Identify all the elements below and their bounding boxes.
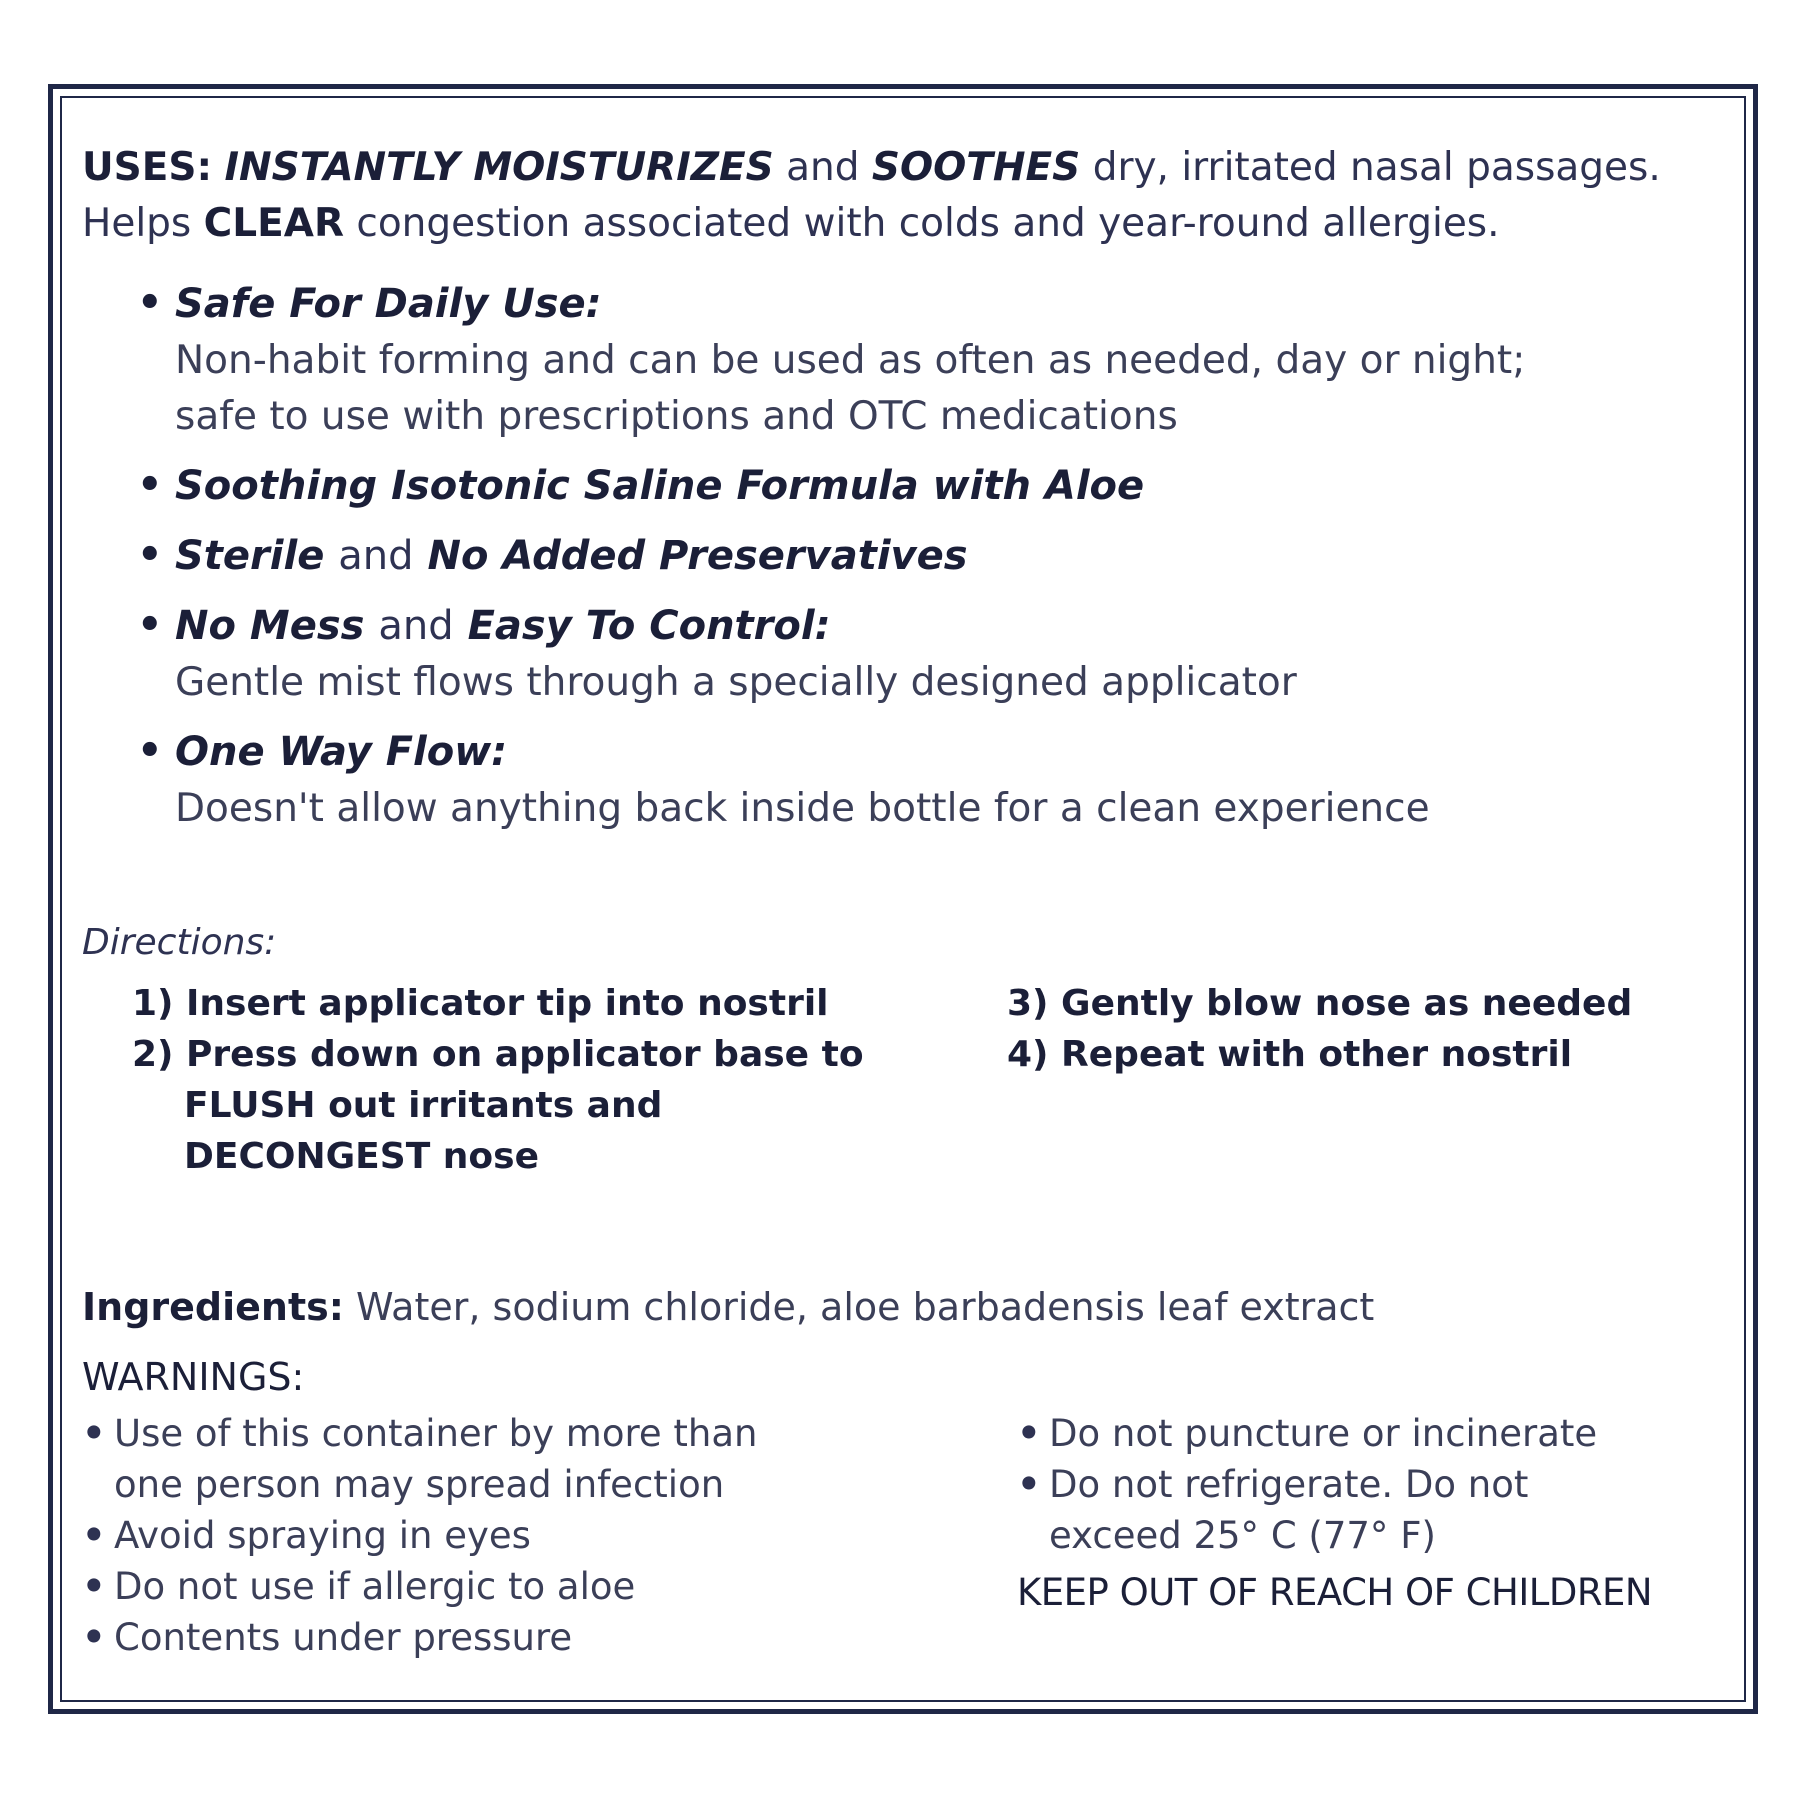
ingredients-label: Ingredients: — [82, 1285, 344, 1329]
warning-item — [1017, 1408, 1732, 1459]
uses-label: USES: — [82, 145, 213, 190]
uses-clear: CLEAR — [203, 201, 344, 246]
features-list — [137, 275, 1707, 849]
feature-item — [137, 527, 1707, 585]
directions-column-right — [1007, 978, 1707, 1080]
bullet: • — [137, 602, 163, 648]
bullet: • — [1017, 1463, 1041, 1506]
directions-title: Directions: — [82, 922, 277, 963]
feature-desc: safe to use with prescriptions and OTC medications — [175, 394, 1178, 439]
direction-step: 3) Gently blow nose as needed — [1007, 983, 1633, 1024]
feature-desc: Doesn't allow anything back inside bottle for a clean experience — [175, 786, 1430, 831]
uses-text-2: congestion associated with colds and year-round allergies. — [356, 201, 1500, 246]
warning-text: Do not refrigerate. Do not — [1049, 1463, 1529, 1506]
feature-title — [175, 527, 1707, 585]
warning-text: Do not use if allergic to aloe — [114, 1565, 636, 1608]
uses-and: and — [786, 145, 860, 190]
feature-item — [137, 597, 1707, 711]
warning-text: Use of this container by more than — [114, 1412, 758, 1455]
warnings-column-right — [1017, 1408, 1732, 1619]
uses-moisturizes: INSTANTLY MOISTURIZES — [224, 145, 774, 190]
keep-out-notice: KEEP OUT OF REACH OF CHILDREN — [1017, 1571, 1653, 1614]
uses-section — [82, 140, 1732, 252]
bullet: • — [82, 1412, 106, 1455]
feature-title-a: No Mess — [175, 603, 365, 649]
bullet: • — [137, 280, 163, 326]
direction-step-cont: FLUSH out irritants and — [184, 1085, 663, 1126]
direction-step-text: 2) Press down on applicator base to — [132, 1034, 864, 1075]
bullet: • — [1017, 1412, 1041, 1455]
uses-helps: Helps — [82, 201, 192, 246]
directions-column-left — [132, 978, 972, 1182]
bullet: • — [82, 1514, 106, 1557]
warnings-section — [82, 1350, 1732, 1659]
feature-title-b: No Added Preservatives — [427, 533, 968, 579]
warning-item — [82, 1561, 912, 1612]
warning-item — [82, 1612, 912, 1663]
bullet: • — [137, 728, 163, 774]
warning-text: Contents under pressure — [114, 1616, 573, 1659]
warning-text: exceed 25° C (77° F) — [1049, 1514, 1436, 1557]
label-panel — [82, 120, 1732, 1680]
feature-title: Soothing Isotonic Saline Formula with Aloe — [175, 463, 1145, 509]
directions-section — [82, 918, 1732, 1177]
ingredients-text: Water, sodium chloride, aloe barbadensis leaf extract — [356, 1285, 1375, 1329]
bullet: • — [137, 462, 163, 508]
direction-step-cont: DECONGEST nose — [184, 1136, 539, 1177]
bullet: • — [137, 532, 163, 578]
direction-step: 4) Repeat with other nostril — [1007, 1034, 1573, 1075]
warning-item — [82, 1510, 912, 1561]
bullet: • — [82, 1616, 106, 1659]
feature-title-b: Easy To Control: — [467, 603, 831, 649]
feature-desc: Non-habit forming and can be used as often as needed, day or night; — [175, 338, 1526, 383]
direction-step: 1) Insert applicator tip into nostril — [132, 983, 829, 1024]
feature-title-and: and — [378, 603, 454, 649]
ingredients-section — [82, 1280, 1732, 1334]
feature-item — [137, 457, 1707, 515]
warning-text: Avoid spraying in eyes — [114, 1514, 531, 1557]
feature-item — [137, 723, 1707, 837]
feature-title: Safe For Daily Use: — [175, 281, 602, 327]
feature-title-a: Sterile — [175, 533, 325, 579]
feature-title: One Way Flow: — [175, 729, 508, 775]
warning-item — [1017, 1459, 1732, 1561]
warnings-column-left — [82, 1408, 912, 1663]
feature-item — [137, 275, 1707, 445]
uses-text-1: dry, irritated nasal passages. — [1092, 145, 1661, 190]
warning-item — [82, 1408, 912, 1510]
direction-step — [132, 1029, 972, 1182]
uses-soothes: SOOTHES — [871, 145, 1081, 190]
feature-title-and: and — [338, 533, 414, 579]
feature-desc: Gentle mist flows through a specially designed applicator — [175, 660, 1297, 705]
feature-title — [175, 597, 1707, 655]
bullet: • — [82, 1565, 106, 1608]
warning-text: one person may spread infection — [114, 1463, 725, 1506]
warning-text: Do not puncture or incinerate — [1049, 1412, 1598, 1455]
warnings-title: WARNINGS: — [82, 1355, 305, 1399]
